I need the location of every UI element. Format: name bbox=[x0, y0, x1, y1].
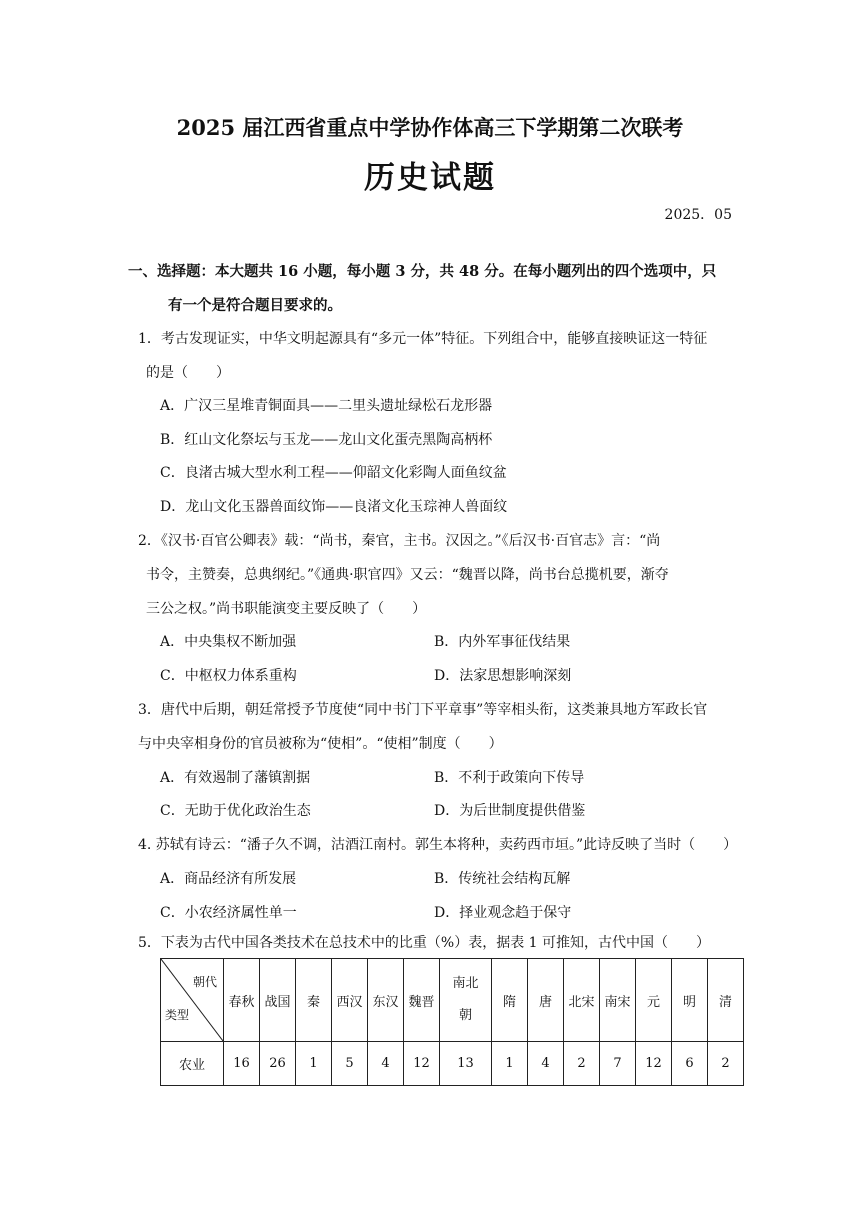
table-cell: 13 bbox=[440, 1042, 492, 1086]
exam-date: 2025．05 bbox=[664, 207, 732, 223]
tech-share-table bbox=[160, 958, 744, 1086]
row-type-label: 农业 bbox=[161, 1042, 224, 1086]
question-stem: 三公之权。”尚书职能演变主要反映了（ ） bbox=[146, 601, 427, 617]
dynasty-header: 南北朝 bbox=[440, 959, 492, 1042]
question-3 bbox=[138, 693, 734, 761]
option-1a[interactable]: A．广汉三星堆青铜面具——二里头遗址绿松石龙形器 bbox=[160, 398, 493, 414]
option-4c[interactable]: C．小农经济属性单一 bbox=[160, 905, 297, 921]
dynasty-header: 西汉 bbox=[332, 959, 368, 1042]
option-4d[interactable]: D．择业观念趋于保守 bbox=[434, 905, 572, 921]
question-stem: 3．唐代中后期，朝廷常授予节度使“同中书门下平章事”等宰相头衔，这类兼具地方军政长官 bbox=[138, 702, 708, 718]
table-cell: 12 bbox=[636, 1042, 672, 1086]
question-2 bbox=[138, 524, 734, 626]
question-5 bbox=[138, 926, 734, 960]
table-cell: 16 bbox=[224, 1042, 260, 1086]
question-stem: 4. 苏轼有诗云：“潘子久不调，沽酒江南村。郭生本将种，卖药西市垣。”此诗反映了当时（ ） bbox=[138, 837, 738, 853]
option-3c[interactable]: C．无助于优化政治生态 bbox=[160, 803, 311, 819]
dynasty-header: 隋 bbox=[492, 959, 528, 1042]
table-cell: 1 bbox=[296, 1042, 332, 1086]
section-heading-line2: 有一个是符合题目要求的。 bbox=[168, 297, 342, 314]
table-corner-cell bbox=[161, 959, 224, 1042]
question-stem: 5．下表为古代中国各类技术在总技术中的比重（%）表，据表 1 可推知，古代中国（ ） bbox=[138, 935, 711, 951]
question-stem: 1．考古发现证实，中华文明起源具有“多元一体”特征。下列组合中，能够直接映证这一特征 bbox=[138, 331, 708, 347]
question-stem: 2．《汉书·百官公卿表》载：“尚书，秦官，主书。汉因之。”《后汉书·百官志》言：“尚 bbox=[138, 533, 661, 549]
option-1d[interactable]: D．龙山文化玉器兽面纹饰——良渚文化玉琮神人兽面纹 bbox=[160, 499, 508, 515]
option-3b[interactable]: B．不利于政策向下传导 bbox=[434, 770, 585, 786]
table-cell: 26 bbox=[260, 1042, 296, 1086]
dynasty-header: 清 bbox=[708, 959, 744, 1042]
option-3a[interactable]: A．有效遏制了藩镇割据 bbox=[160, 770, 311, 786]
table-cell: 5 bbox=[332, 1042, 368, 1086]
table-cell: 1 bbox=[492, 1042, 528, 1086]
option-2d[interactable]: D．法家思想影响深刻 bbox=[434, 668, 572, 684]
table-row bbox=[161, 1042, 744, 1086]
section-heading-line1: 一、选择题：本大题共 16 小题，每小题 3 分，共 48 分。在每小题列出的四个选项中，只 bbox=[128, 263, 717, 280]
dynasty-header: 战国 bbox=[260, 959, 296, 1042]
question-1 bbox=[138, 322, 734, 390]
question-stem: 的是（ ） bbox=[146, 365, 230, 381]
option-2c[interactable]: C．中枢权力体系重构 bbox=[160, 668, 297, 684]
section-heading bbox=[128, 255, 738, 323]
table-cell: 4 bbox=[528, 1042, 564, 1086]
dynasty-header: 明 bbox=[672, 959, 708, 1042]
dynasty-header: 东汉 bbox=[368, 959, 404, 1042]
table-cell: 2 bbox=[708, 1042, 744, 1086]
dynasty-header: 秦 bbox=[296, 959, 332, 1042]
dynasty-header: 南宋 bbox=[600, 959, 636, 1042]
dynasty-header: 元 bbox=[636, 959, 672, 1042]
dynasty-header: 春秋 bbox=[224, 959, 260, 1042]
option-1c[interactable]: C．良渚古城大型水利工程——仰韶文化彩陶人面鱼纹盆 bbox=[160, 465, 507, 481]
option-2b[interactable]: B．内外军事征伐结果 bbox=[434, 634, 571, 650]
option-4b[interactable]: B．传统社会结构瓦解 bbox=[434, 871, 571, 887]
option-1b[interactable]: B．红山文化祭坛与玉龙——龙山文化蛋壳黑陶高柄杯 bbox=[160, 432, 493, 448]
subject-title: 历史试题 bbox=[364, 160, 496, 196]
table-cell: 7 bbox=[600, 1042, 636, 1086]
dynasty-header: 魏晋 bbox=[404, 959, 440, 1042]
table-cell: 12 bbox=[404, 1042, 440, 1086]
question-4 bbox=[138, 828, 738, 862]
table-cell: 4 bbox=[368, 1042, 404, 1086]
table-header-row bbox=[161, 959, 744, 1042]
dynasty-header: 唐 bbox=[528, 959, 564, 1042]
question-stem: 书令，主赞奏，总典纲纪。”《通典·职官四》又云：“魏晋以降，尚书台总揽机要，渐夺 bbox=[146, 567, 669, 583]
dynasty-header: 北宋 bbox=[564, 959, 600, 1042]
diagonal-line-icon bbox=[161, 959, 223, 1041]
table-cell: 2 bbox=[564, 1042, 600, 1086]
option-3d[interactable]: D．为后世制度提供借鉴 bbox=[434, 803, 586, 819]
exam-title: 2025 届江西省重点中学协作体高三下学期第二次联考 bbox=[176, 115, 684, 140]
option-4a[interactable]: A．商品经济有所发展 bbox=[160, 871, 297, 887]
question-stem: 与中央宰相身份的官员被称为“使相”。“使相”制度（ ） bbox=[138, 736, 503, 752]
table-cell: 6 bbox=[672, 1042, 708, 1086]
corner-label-type: 类型 bbox=[165, 1008, 190, 1022]
option-2a[interactable]: A．中央集权不断加强 bbox=[160, 634, 297, 650]
corner-label-dynasty: 朝代 bbox=[192, 975, 217, 989]
